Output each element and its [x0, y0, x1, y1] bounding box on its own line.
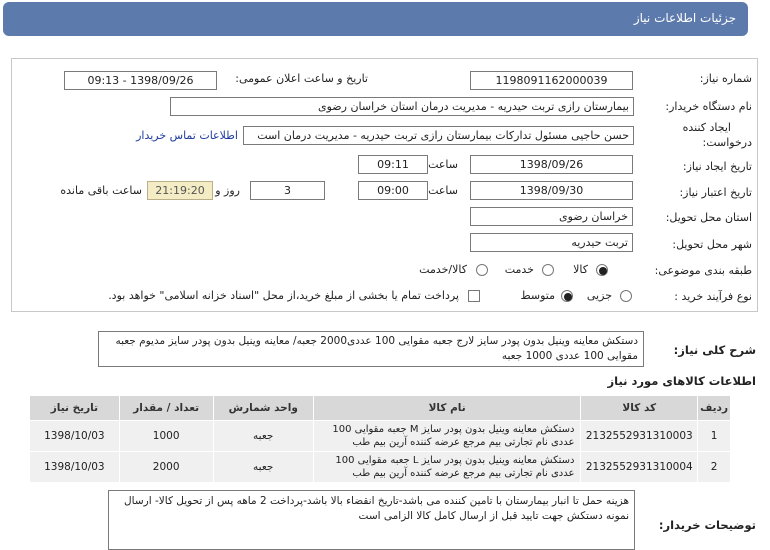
- treasury-payment-note: پرداخت تمام یا بخشی از مبلغ خرید،از محل "اسناد خزانه اسلامی" خواهد بود.: [108, 289, 459, 302]
- header-row-number: ردیف: [698, 396, 731, 421]
- province-label: استان محل تحویل:: [665, 211, 752, 224]
- description-field: دستکش معاینه وینیل بدون پودر سایز لارج جعبه مقوایی 100 عددی2000 جعبه/ معاینه وینیل بدون پودر سایز مدیوم جعبه مقوایی 100 عددی 1000 جعبه: [98, 331, 644, 367]
- process-option-medium: متوسط: [520, 289, 555, 302]
- items-section-title: اطلاعات کالاهای مورد نیاز: [607, 374, 756, 388]
- description-label: شرح کلی نیاز:: [673, 343, 756, 357]
- table-row: [30, 421, 731, 452]
- cell-code: 2132552931310003: [581, 421, 698, 452]
- requester-label-2: درخواست:: [702, 136, 752, 149]
- created-time-label: ساعت: [428, 158, 458, 171]
- table-row: [30, 452, 731, 483]
- buyer-notes-label: توضیحات خریدار:: [658, 518, 756, 532]
- remaining-time-label: ساعت باقی مانده: [60, 184, 142, 197]
- requester-field: حسن حاجیی مسئول تدارکات بیمارستان رازی تربت حیدریه - مدیریت درمان است: [243, 126, 634, 145]
- province-field: خراسان رضوی: [470, 207, 633, 226]
- cell-name: [313, 421, 581, 452]
- city-label: شهر محل تحویل:: [672, 238, 752, 251]
- header-code: کد کالا: [581, 396, 698, 421]
- category-label: طبقه بندی موضوعی:: [654, 264, 752, 277]
- cell-quantity: 1000: [119, 421, 213, 452]
- need-number-field: 1198091162000039: [470, 71, 633, 90]
- city-field: تربت حیدریه: [470, 233, 633, 252]
- announce-field: 1398/09/26 - 09:13: [64, 71, 217, 90]
- cell-unit: جعبه: [213, 421, 313, 452]
- cell-need-date: 1398/10/03: [30, 421, 120, 452]
- created-date-label: تاریخ ایجاد نیاز:: [682, 160, 752, 173]
- process-label: نوع فرآیند خرید :: [674, 290, 752, 303]
- cell-row-number: 1: [698, 421, 731, 452]
- cell-name-line-2: عددی نام تجارتی بیم مرجع عرضه کننده آرین بیم طب: [352, 468, 575, 479]
- category-option-service: خدمت: [504, 263, 534, 276]
- cell-name-line-1: دستکش معاینه وینیل بدون پودر سایز L جعبه مقوایی 100: [335, 455, 575, 466]
- validity-time-label: ساعت: [428, 184, 458, 197]
- created-time-field: 09:11: [358, 155, 428, 174]
- cell-code: 2132552931310004: [581, 452, 698, 483]
- validity-date-label: تاریخ اعتبار نیاز:: [679, 186, 752, 199]
- remaining-time-field: 21:19:20: [147, 181, 213, 200]
- validity-time-field: 09:00: [358, 181, 428, 200]
- buyer-contact-link[interactable]: اطلاعات تماس خریدار: [136, 129, 238, 142]
- header-quantity: تعداد / مقدار: [119, 396, 213, 421]
- category-radio-goods-service[interactable]: [476, 264, 488, 276]
- cell-quantity: 2000: [119, 452, 213, 483]
- created-date-field: 1398/09/26: [470, 155, 633, 174]
- process-option-minor: جزیی: [586, 289, 612, 302]
- cell-name: [313, 452, 581, 483]
- page-title: جزئیات اطلاعات نیاز: [633, 11, 736, 25]
- buyer-field: بیمارستان رازی تربت حیدریه - مدیریت درمان استان خراسان رضوی: [170, 97, 634, 116]
- header-name: نام کالا: [313, 396, 581, 421]
- remaining-days-field: 3: [250, 181, 325, 200]
- need-number-label: شماره نیاز:: [699, 72, 752, 85]
- items-header-row: [30, 396, 731, 421]
- treasury-payment-checkbox[interactable]: [468, 290, 480, 302]
- cell-need-date: 1398/10/03: [30, 452, 120, 483]
- category-radio-goods[interactable]: [596, 264, 608, 276]
- page-title-bar: [3, 2, 748, 36]
- validity-date-field: 1398/09/30: [470, 181, 633, 200]
- days-label: روز و: [215, 184, 240, 197]
- process-radio-medium[interactable]: [561, 290, 573, 302]
- buyer-label: نام دستگاه خریدار:: [665, 100, 752, 113]
- buyer-notes-field: هزینه حمل تا انبار بیمارستان با تامین کننده می باشد-تاریخ انقضاء بالا باشد-پرداخت 2 ماهه پس از تحویل کالا- ارسال نمونه دستکش جهت تایید قبل از ارسال کامل کالا الزامی است: [108, 490, 635, 550]
- process-radio-minor[interactable]: [620, 290, 632, 302]
- cell-unit: جعبه: [213, 452, 313, 483]
- category-radio-service[interactable]: [542, 264, 554, 276]
- items-table: [29, 395, 731, 483]
- announce-label: تاریخ و ساعت اعلان عمومی:: [235, 72, 368, 85]
- category-option-goods: کالا: [573, 263, 588, 276]
- category-option-goods-service: کالا/خدمت: [419, 263, 467, 276]
- header-need-date: تاریخ نیاز: [30, 396, 120, 421]
- cell-row-number: 2: [698, 452, 731, 483]
- header-unit: واحد شمارش: [213, 396, 313, 421]
- cell-name-line-1: دستکش معاینه وینیل بدون پودر سایز M جعبه مقوایی 100: [332, 424, 575, 435]
- requester-label-1: ایجاد کننده: [682, 121, 731, 134]
- cell-name-line-2: عددی نام تجارتی بیم مرجع عرضه کننده آرین بیم طب: [352, 437, 575, 448]
